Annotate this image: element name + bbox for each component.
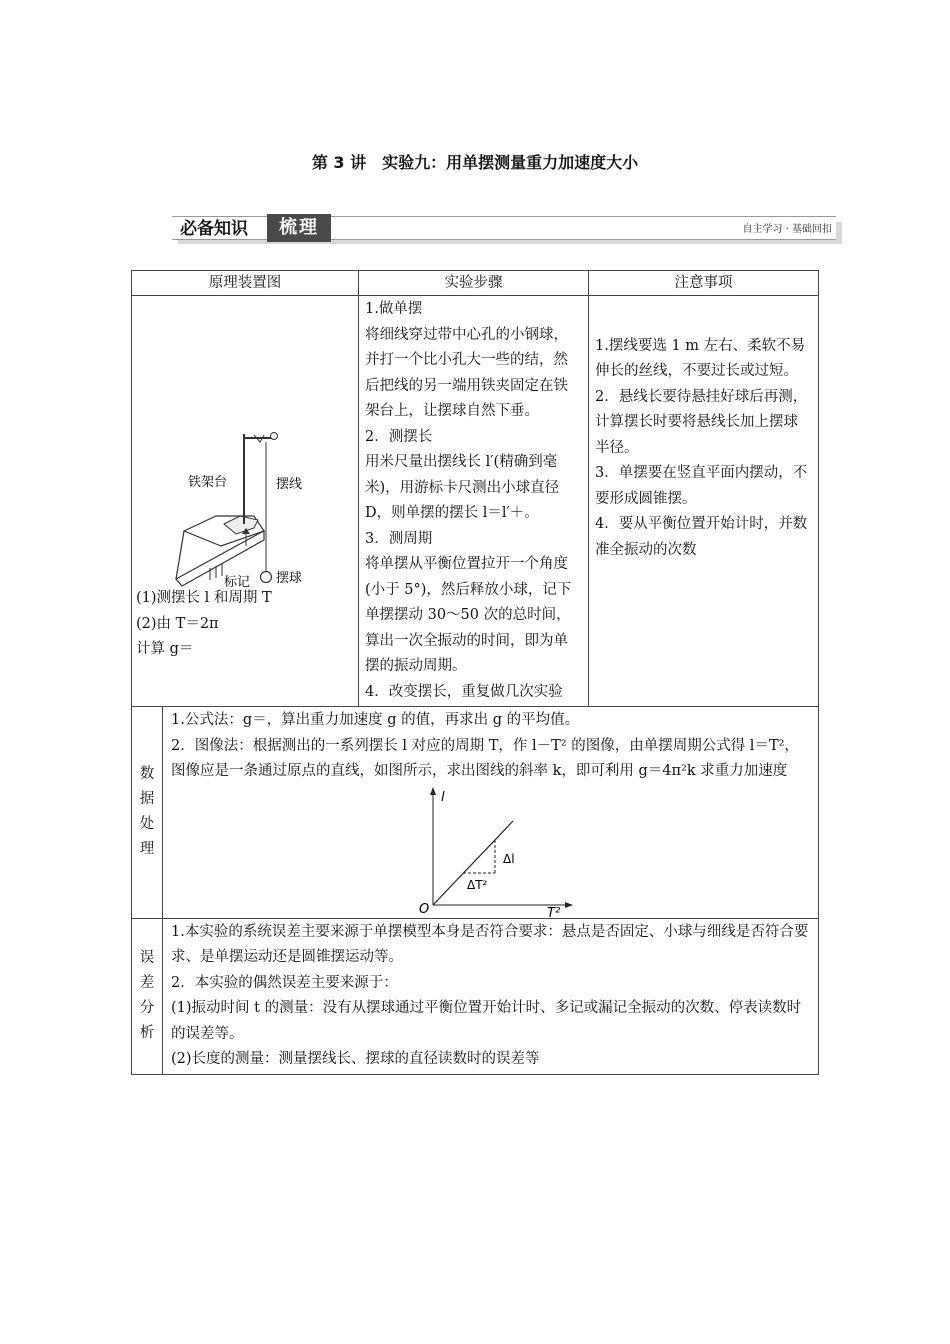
steps-cell	[359, 296, 589, 707]
notes-block	[595, 334, 812, 564]
label-mark: 标记	[224, 575, 251, 590]
principle-cell	[132, 296, 359, 707]
data-processing-content	[163, 707, 819, 919]
graph-x-label: T²	[547, 905, 561, 917]
data-processing-row	[132, 707, 819, 919]
experiment-table	[131, 270, 819, 1075]
graph-origin-label: O	[419, 901, 430, 917]
notes-cell	[589, 296, 819, 707]
graph-method: 2．图像法：根据测出的一系列摆长 l 对应的周期 T，作 l－T² 的图像，由单摆周期公式得 l＝T²，图像应是一条通过原点的直线，如图所示，求出图线的斜率 k，即可利用 g＝4π²k 求重力加速度	[171, 737, 799, 779]
note-4: 4．要从平衡位置开始计时，并数准全振动的次数	[595, 516, 808, 558]
header-notes: 注意事项	[589, 271, 819, 296]
principle-line-3: 计算 g＝	[136, 641, 194, 657]
pendulum-apparatus-figure	[136, 296, 356, 596]
banner-left-text: 必备知识	[180, 219, 248, 239]
label-string: 摆线	[276, 477, 303, 492]
l-t2-graph	[407, 785, 587, 917]
random-error-length: (2)长度的测量：测量摆线长、摆球的直径读数时的误差等	[171, 1051, 540, 1067]
step-1-title: 1.做单摆	[365, 301, 423, 317]
error-analysis-row	[132, 918, 819, 1074]
step-4-text: 4．改变摆长，重复做几次实验	[365, 683, 563, 700]
label-stand: 铁架台	[188, 475, 228, 490]
section-banner	[172, 216, 844, 248]
systematic-error: 1.本实验的系统误差主要来源于单摆模型本身是否符合要求：悬点是否固定、小球与细线是否符合要求、是单摆运动还是圆锥摆运动等。	[171, 923, 809, 965]
apparatus-figure-wrap	[136, 296, 354, 590]
graph-wrap	[171, 785, 810, 917]
error-analysis-content	[163, 918, 819, 1074]
graph-dx-label: ΔT²	[467, 877, 488, 892]
random-error-time: (1)振动时间 t 的测量：没有从摆球通过平衡位置开始计时、多记或漏记全振动的次数、停表读数时的误差等。	[171, 1000, 802, 1042]
graph-dy-label: Δl	[503, 851, 515, 866]
note-1: 1.摆线要选 1 m 左右、柔软不易伸长的丝线，不要过长或过短。	[595, 337, 806, 380]
step-1-text: 将细线穿过带中心孔的小钢球，并打一个比小孔大一些的结，然后把线的另一端用铁夹固定在铁架台上，让摆球自然下垂。	[365, 326, 568, 419]
formula-method: 1.公式法：g＝，算出重力加速度 g 的值，再求出 g 的平均值。	[171, 712, 580, 728]
step-3-title: 3．测周期	[365, 530, 433, 547]
label-ball: 摆球	[276, 571, 303, 586]
header-row	[132, 271, 819, 296]
step-2-text: 用米尺量出摆线长 l′(精确到毫米)，用游标卡尺测出小球直径 D，则单摆的摆长 l＝l′＋。	[365, 454, 560, 521]
header-principle: 原理装置图	[132, 271, 359, 296]
data-processing-label: 数 据 处 理	[132, 707, 163, 919]
banner-box-text: 梳理	[267, 214, 331, 242]
random-error-title: 2．本实验的偶然误差主要来源于：	[171, 974, 398, 991]
main-row	[132, 296, 819, 707]
step-2-title: 2．测摆长	[365, 428, 433, 445]
step-3-text: 将单摆从平衡位置拉开一个角度(小于 5°)，然后释放小球，记下单摆摆动 30～50 次的总时间，算出一次全振动的时间，即为单摆的振动周期。	[365, 556, 572, 674]
error-analysis-label: 误 差 分 析	[132, 918, 163, 1074]
note-2: 2．悬线长要待悬挂好球后再测，计算摆长时要将悬线长加上摆球半径。	[595, 388, 808, 456]
header-steps: 实验步骤	[359, 271, 589, 296]
principle-line-1: (1)测摆长 l 和周期 T	[136, 590, 272, 606]
banner-right-text: 自主学习 · 基础回扣	[742, 224, 832, 235]
principle-line-2: (2)由 T＝2π	[136, 615, 219, 632]
graph-y-label: l	[441, 789, 445, 805]
note-3: 3．单摆要在竖直平面内摆动，不要形成圆锥摆。	[595, 465, 808, 507]
page-title: 第 3 讲 实验九：用单摆测量重力加速度大小	[311, 153, 639, 172]
